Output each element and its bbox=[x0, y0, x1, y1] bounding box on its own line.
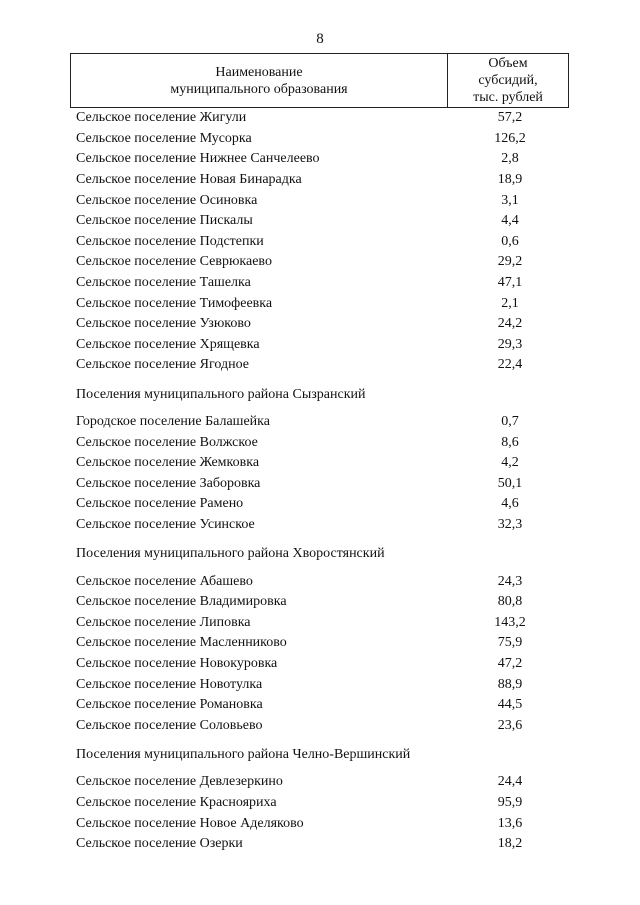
table-row bbox=[76, 190, 546, 211]
subsidy-amount: 23,6 bbox=[497, 717, 523, 733]
table-row bbox=[76, 129, 546, 150]
table-row bbox=[76, 335, 546, 356]
table-row bbox=[76, 813, 546, 834]
table-row bbox=[76, 211, 546, 232]
table-row bbox=[76, 432, 546, 453]
table-row bbox=[76, 494, 546, 515]
table-row bbox=[76, 453, 546, 474]
subsidy-amount: 0,6 bbox=[501, 233, 519, 249]
municipality-name: Сельское поселение Соловьево bbox=[76, 717, 263, 733]
table-row bbox=[76, 515, 546, 536]
subsidy-amount: 24,3 bbox=[497, 573, 523, 589]
table-row bbox=[76, 232, 546, 253]
table-row bbox=[76, 654, 546, 675]
municipality-name: Сельское поселение Подстепки bbox=[76, 233, 264, 249]
table-header bbox=[70, 53, 569, 108]
table-row bbox=[76, 715, 546, 736]
subsidy-amount: 2,1 bbox=[501, 295, 519, 311]
municipality-name: Сельское поселение Озерки bbox=[76, 836, 243, 852]
header-amount-column bbox=[448, 54, 568, 107]
municipality-name: Сельское поселение Масленниково bbox=[76, 635, 287, 651]
municipality-name: Сельское поселение Нижнее Санчелеево bbox=[76, 151, 320, 167]
table-row bbox=[76, 571, 546, 592]
municipality-name: Сельское поселение Ташелка bbox=[76, 275, 251, 291]
municipality-name: Сельское поселение Новая Бинарадка bbox=[76, 172, 302, 188]
table-row bbox=[76, 149, 546, 170]
municipality-name: Сельское поселение Новое Аделяково bbox=[76, 815, 304, 831]
header-amount-line3: тыс. рублей bbox=[473, 90, 543, 105]
header-amount-line1: Объем bbox=[488, 56, 528, 71]
municipality-name: Сельское поселение Владимировка bbox=[76, 594, 287, 610]
table-row bbox=[76, 474, 546, 495]
subsidy-amount: 126,2 bbox=[494, 130, 526, 146]
section-heading: Поселения муниципального района Сызранский bbox=[76, 386, 366, 402]
subsidy-amount: 143,2 bbox=[494, 614, 526, 630]
municipality-name: Сельское поселение Усинское bbox=[76, 516, 255, 532]
section-heading: Поселения муниципального района Челно-Вершинский bbox=[76, 747, 411, 763]
table-row bbox=[76, 772, 546, 793]
header-name-line2: муниципального образования bbox=[170, 81, 348, 97]
subsidy-amount: 29,2 bbox=[497, 254, 523, 270]
subsidy-amount: 47,1 bbox=[497, 275, 523, 291]
subsidy-amount: 4,2 bbox=[501, 455, 519, 471]
subsidy-amount: 18,9 bbox=[497, 172, 523, 188]
municipality-name: Сельское поселение Ягодное bbox=[76, 357, 249, 373]
municipality-name: Сельское поселение Севрюкаево bbox=[76, 254, 272, 270]
municipality-name: Сельское поселение Новотулка bbox=[76, 676, 263, 692]
subsidy-amount: 24,4 bbox=[497, 774, 523, 790]
subsidy-amount: 3,1 bbox=[501, 192, 519, 208]
subsidy-amount: 4,6 bbox=[501, 496, 519, 512]
subsidy-amount: 18,2 bbox=[497, 836, 523, 852]
header-amount-line2: субсидий, bbox=[478, 73, 538, 88]
subsidy-amount: 47,2 bbox=[497, 655, 523, 671]
subsidy-amount: 44,5 bbox=[497, 697, 523, 713]
municipality-name: Сельское поселение Тимофеевка bbox=[76, 295, 273, 311]
table-row bbox=[76, 592, 546, 613]
subsidy-amount: 24,2 bbox=[497, 316, 523, 332]
municipality-name: Сельское поселение Рамено bbox=[76, 496, 244, 512]
municipality-name: Сельское поселение Романовка bbox=[76, 697, 263, 713]
table-row bbox=[76, 793, 546, 814]
municipality-name: Сельское поселение Новокуровка bbox=[76, 655, 278, 671]
section-heading: Поселения муниципального района Хворостянский bbox=[76, 546, 385, 562]
municipality-name: Сельское поселение Жемковка bbox=[76, 455, 260, 471]
subsidy-amount: 95,9 bbox=[497, 794, 523, 810]
municipality-name: Сельское поселение Хрящевка bbox=[76, 336, 260, 352]
subsidy-amount: 50,1 bbox=[497, 475, 523, 491]
municipality-name: Сельское поселение Жигули bbox=[76, 110, 247, 126]
municipality-name: Сельское поселение Заборовка bbox=[76, 475, 261, 491]
table-row bbox=[76, 170, 546, 191]
municipality-name: Сельское поселение Девлезеркино bbox=[76, 774, 283, 790]
table-row bbox=[76, 412, 546, 433]
subsidy-amount: 4,4 bbox=[501, 213, 519, 229]
subsidy-amount: 29,3 bbox=[497, 336, 523, 352]
table-row bbox=[76, 674, 546, 695]
subsidy-amount: 88,9 bbox=[497, 676, 523, 692]
municipality-name: Сельское поселение Пискалы bbox=[76, 213, 253, 229]
table-row bbox=[76, 355, 546, 376]
table-row bbox=[76, 834, 546, 855]
table-row bbox=[76, 633, 546, 654]
municipality-name: Сельское поселение Узюково bbox=[76, 316, 251, 332]
table-body bbox=[76, 108, 546, 854]
municipality-name: Сельское поселение Волжское bbox=[76, 434, 258, 450]
subsidy-amount: 22,4 bbox=[497, 357, 523, 373]
municipality-name: Сельское поселение Осиновка bbox=[76, 192, 258, 208]
subsidy-amount: 0,7 bbox=[501, 414, 519, 430]
page-number: 8 bbox=[316, 31, 324, 47]
subsidy-amount: 75,9 bbox=[497, 635, 523, 651]
municipality-name: Сельское поселение Мусорка bbox=[76, 130, 252, 146]
municipality-name: Сельское поселение Краснояриха bbox=[76, 794, 277, 810]
table-row bbox=[76, 695, 546, 716]
subsidy-amount: 8,6 bbox=[501, 434, 519, 450]
table-row bbox=[76, 314, 546, 335]
table-row bbox=[76, 252, 546, 273]
header-name-column bbox=[71, 54, 448, 107]
municipality-name: Городское поселение Балашейка bbox=[76, 414, 270, 430]
table-row bbox=[76, 108, 546, 129]
table-row bbox=[76, 293, 546, 314]
subsidy-amount: 57,2 bbox=[497, 110, 523, 126]
subsidy-amount: 80,8 bbox=[497, 594, 523, 610]
header-name-line1: Наименование bbox=[215, 64, 303, 80]
municipality-name: Сельское поселение Липовка bbox=[76, 614, 251, 630]
table-row bbox=[76, 273, 546, 294]
subsidy-amount: 13,6 bbox=[497, 815, 523, 831]
subsidy-amount: 2,8 bbox=[501, 151, 519, 167]
municipality-name: Сельское поселение Абашево bbox=[76, 573, 253, 589]
subsidy-amount: 32,3 bbox=[497, 516, 523, 532]
table-row bbox=[76, 612, 546, 633]
